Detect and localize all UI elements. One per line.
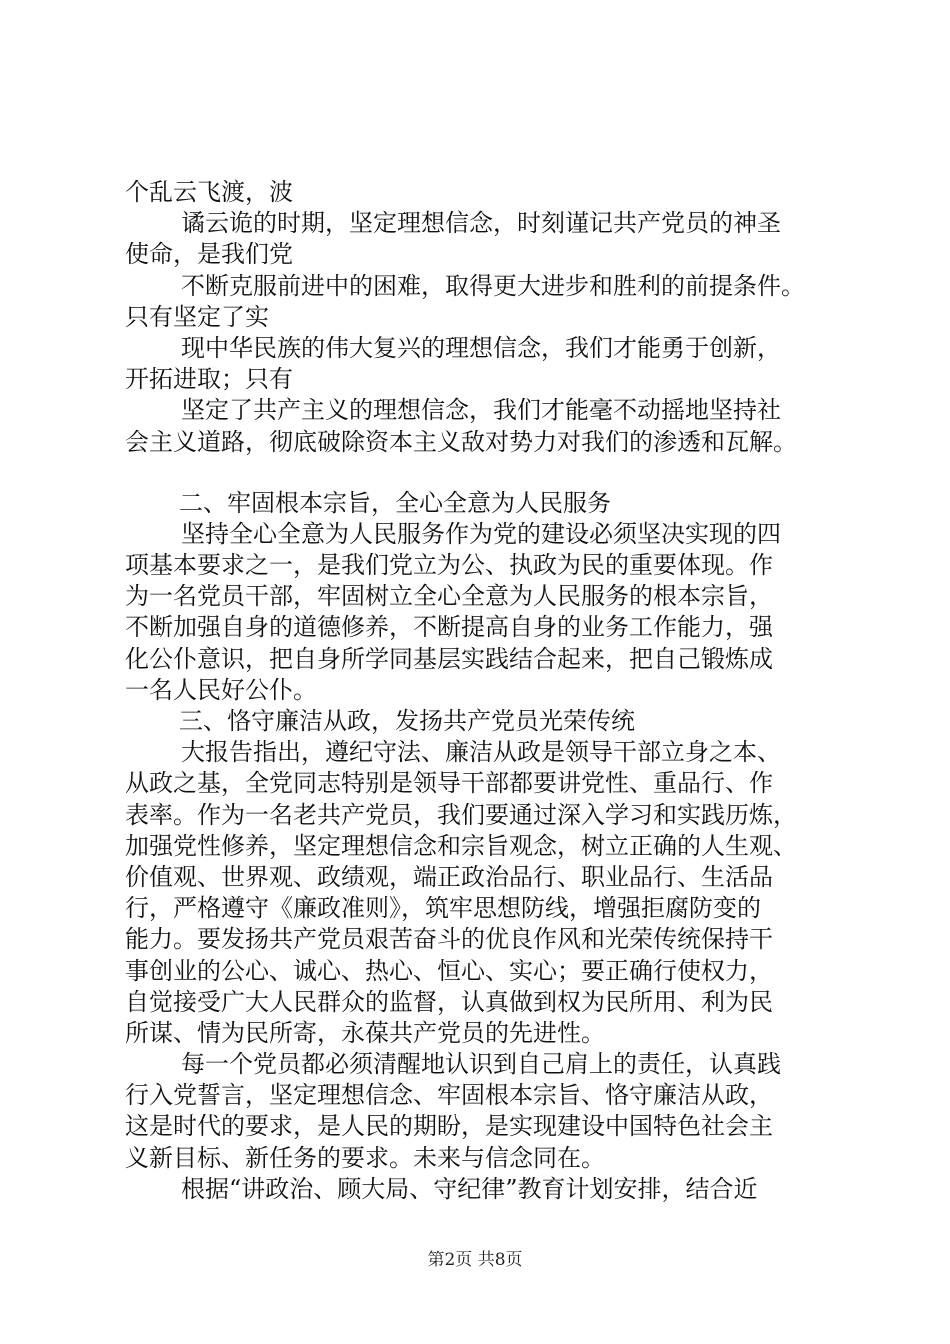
page-number-footer: 第2页 共8页 [427, 1250, 523, 1270]
text-line: 从政之基，全党同志特别是领导干部都要讲党性、重品行、作 [125, 769, 773, 798]
text-line: 行，严格遵守《廉政准则》，筑牢思想防线，增强拒腐防变的 [125, 894, 761, 923]
text-line: 不断克服前进中的困难，取得更大进步和胜利的前提条件。 [181, 271, 805, 300]
text-line: 只有坚定了实 [125, 302, 269, 331]
text-line: 项基本要求之一，是我们党立为公、执政为民的重要体现。作 [125, 551, 773, 580]
document-body [125, 177, 845, 1205]
text-line: 一名人民好公仆。 [125, 675, 317, 704]
text-line: 每一个党员都必须清醒地认识到自己肩上的责任，认真践 [181, 1050, 781, 1079]
text-line: 义新目标、新任务的要求。未来与信念同在。 [125, 1143, 605, 1172]
section-heading: 三、恪守廉洁从政，发扬共产党员光荣传统 [179, 707, 635, 735]
text-line: 谲云诡的时期，坚定理想信念，时刻谨记共产党员的神圣 [181, 209, 781, 238]
text-line: 表率。作为一名老共产党员，我们要通过深入学习和实践历炼， [125, 800, 797, 829]
text-line: 加强党性修养，坚定理想信念和宗旨观念，树立正确的人生观、 [125, 831, 797, 860]
text-line: 坚定了共产主义的理想信念，我们才能毫不动摇地坚持社 [181, 396, 781, 425]
text-line: 为一名党员干部，牢固树立全心全意为人民服务的根本宗旨， [125, 582, 773, 611]
text-line: 所谋、情为民所寄，永葆共产党员的先进性。 [125, 1018, 605, 1047]
text-line: 大报告指出，遵纪守法、廉洁从政是领导干部立身之本、 [181, 738, 781, 767]
section-heading: 二、牢固根本宗旨，全心全意为人民服务 [179, 488, 611, 517]
text-line: 会主义道路，彻底破除资本主义敌对势力对我们的渗透和瓦解。 [125, 427, 797, 456]
text-line: 化公仆意识，把自身所学同基层实践结合起来，把自己锻炼成 [125, 644, 773, 673]
text-line: 这是时代的要求，是人民的期盼，是实现建设中国特色社会主 [125, 1112, 773, 1141]
text-line: 现中华民族的伟大复兴的理想信念，我们才能勇于创新， [181, 333, 781, 362]
text-line: 使命，是我们党 [125, 240, 293, 269]
paragraph-gap [125, 458, 845, 488]
text-line: 不断加强自身的道德修养，不断提高自身的业务工作能力，强 [125, 613, 773, 642]
text-line: 自觉接受广大人民群众的监督，认真做到权为民所用、利为民 [125, 987, 773, 1016]
text-line: 事创业的公心、诚心、热心、恒心、实心；要正确行使权力， [125, 956, 773, 985]
text-line: 根据“讲政治、顾大局、守纪律”教育计划安排，结合近 [181, 1174, 758, 1203]
text-line: 价值观、世界观、政绩观，端正政治品行、职业品行、生活品 [125, 862, 773, 891]
text-line: 坚持全心全意为人民服务作为党的建设必须坚决实现的四 [181, 519, 781, 548]
text-line: 开拓进取；只有 [125, 365, 293, 394]
text-line: 行入党誓言，坚定理想信念、牢固根本宗旨、恪守廉洁从政， [125, 1081, 773, 1110]
text-line: 个乱云飞渡，波 [125, 178, 293, 206]
text-line: 能力。要发扬共产党员艰苦奋斗的优良作风和光荣传统保持干 [125, 925, 773, 954]
